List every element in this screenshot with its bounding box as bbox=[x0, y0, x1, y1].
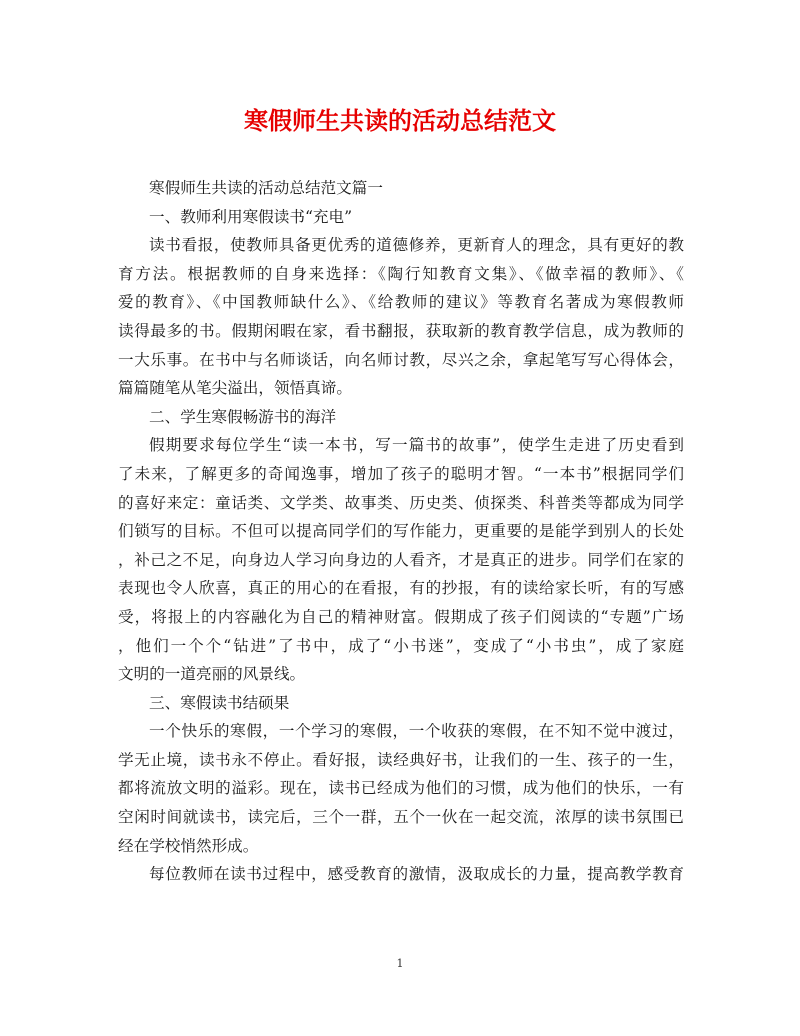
paragraph-line: 篇篇随笔从笔尖溢出，领悟真谛。 bbox=[118, 379, 352, 398]
document-title: 寒假师生共读的活动总结范文 bbox=[244, 106, 556, 135]
paragraph-line: 每位教师在读书过程中，感受教育的激情，汲取成长的力量，提高教学教育 bbox=[149, 865, 684, 884]
paragraph-line: ，他们一个个“钻进”了书中，成了“小书迷”，变成了“小书虫”，成了家庭 bbox=[118, 636, 684, 655]
paragraph-line: 爱的教育》、《中国教师缺什么》、《给教师的建议》等教育名著成为寒假教师 bbox=[118, 293, 684, 312]
paragraph-line: 们锁写的目标。不但可以提高同学们的写作能力，更重要的是能学到别人的长处 bbox=[118, 522, 684, 541]
paragraph-line: 的喜好来定：童话类、文学类、故事类、历史类、侦探类、科普类等都成为同学 bbox=[118, 493, 684, 512]
paragraph-line: 育方法。根据教师的自身来选择：《陶行知教育文集》、《做幸福的教师》、《 bbox=[118, 264, 684, 283]
paragraph-line: 表现也令人欣喜，真正的用心的在看报，有的抄报，有的读给家长听，有的写感 bbox=[118, 579, 684, 598]
paragraph-line: 一大乐事。在书中与名师谈话，向名师讨教，尽兴之余，拿起笔写写心得体会， bbox=[118, 350, 684, 369]
paragraph-line: 读得最多的书。假期闲暇在家，看书翻报，获取新的教育教学信息，成为教师的 bbox=[118, 321, 684, 340]
section-heading: 寒假师生共读的活动总结范文篇一 bbox=[149, 179, 383, 197]
section-heading: 三、寒假读书结硕果 bbox=[149, 693, 290, 712]
document-body bbox=[118, 174, 684, 889]
paragraph-line: 空闲时间就读书，读完后，三个一群，五个一伙在一起交流，浓厚的读书氛围已 bbox=[118, 808, 684, 827]
paragraph-line: 读书看报，使教师具备更优秀的道德修养，更新育人的理念，具有更好的教 bbox=[149, 236, 684, 255]
paragraph-line: 了未来，了解更多的奇闻逸事，增加了孩子的聪明才智。“一本书”根据同学们 bbox=[118, 464, 684, 483]
paragraph-line: 受，将报上的内容融化为自己的精神财富。假期成了孩子们阅读的“专题”广场 bbox=[118, 607, 684, 626]
paragraph-line: 都将流放文明的溢彩。现在，读书已经成为他们的习惯，成为他们的快乐，一有 bbox=[118, 779, 684, 798]
paragraph-line: 一个快乐的寒假，一个学习的寒假，一个收获的寒假，在不知不觉中渡过， bbox=[149, 722, 684, 741]
section-heading: 二、学生寒假畅游书的海洋 bbox=[149, 407, 337, 426]
paragraph-line: 假期要求每位学生“读一本书，写一篇书的故事”，使学生走进了历史看到 bbox=[149, 436, 684, 455]
page-number: 1 bbox=[396, 957, 404, 970]
section-heading: 一、教师利用寒假读书“充电” bbox=[149, 207, 353, 226]
paragraph-line: 经在学校悄然形成。 bbox=[118, 836, 259, 855]
paragraph-line: ，补己之不足，向身边人学习向身边的人看齐，才是真正的进步。同学们在家的 bbox=[118, 550, 684, 569]
paragraph-line: 学无止境，读书永不停止。看好报，读经典好书，让我们的一生、孩子的一生， bbox=[118, 750, 684, 769]
paragraph-line: 文明的一道亮丽的风景线。 bbox=[118, 665, 306, 684]
